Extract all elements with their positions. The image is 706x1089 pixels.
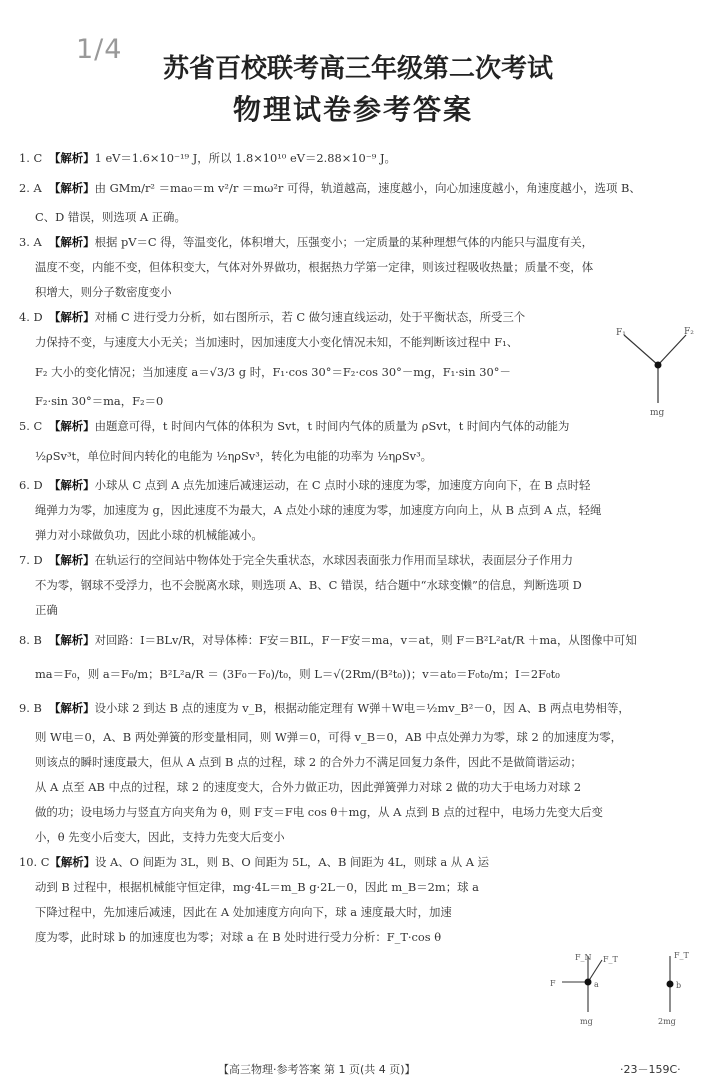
answer-text: 小，θ 先变小后变大，因此，支持力先变大后变小 xyxy=(35,830,285,844)
answer-number: 5. C xyxy=(19,419,43,433)
footer-page-info: 【高三物理·参考答案 第 1 页(共 4 页)】 xyxy=(218,1063,416,1076)
label-2mg: 2mg xyxy=(658,1017,676,1026)
answer-item-2 xyxy=(19,171,695,230)
answer-item-4 xyxy=(19,305,695,414)
force-line-ft xyxy=(588,960,602,982)
answer-text: 绳弹力为零，加速度为 g，因此速度不为最大，A 点处小球的速度为零，加速度方向向上，从 B 点到 A 点，轻绳 xyxy=(35,503,602,517)
answer-text: ma＝F₀，则 a＝F₀/m；B²L²a/R ＝ (3F₀－F₀)/t₀，则 L＝√(2Rm/(B²t₀))；v＝at₀＝F₀t₀/m；I＝2F₀t₀ xyxy=(35,667,560,681)
answer-item-3 xyxy=(19,230,695,305)
label-a: a xyxy=(594,980,599,989)
analysis-tag: 【解析】 xyxy=(49,478,95,492)
analysis-tag: 【解析】 xyxy=(49,419,95,433)
force-line-f2 xyxy=(658,335,686,365)
answer-text: 则该点的瞬时速度最大，但从 A 点到 B 点的过程，球 2 的合外力不满足回复力条件，因此不是做简谐运动； xyxy=(35,755,582,769)
answer-text: F₂ 大小的变化情况；当加速度 a＝√3/3 g 时，F₁·cos 30°＝F₂·cos 30°－mg，F₁·sin 30°－ xyxy=(35,365,511,379)
answer-number: 7. D xyxy=(19,553,43,567)
label-fn: F_N xyxy=(575,953,592,962)
label-ft2: F_T xyxy=(674,951,689,960)
object-dot xyxy=(655,362,662,369)
answer-text: 设小球 2 到达 B 点的速度为 v_B，根据动能定理有 W弹＋W电＝½mv_B²－0，因 A、B 两点电势相等， xyxy=(94,701,630,715)
answer-text: ½ρSv³t，单位时间内转化的电能为 ½ηρSv³，转化为电能的功率为 ½ηρSv³。 xyxy=(35,449,433,463)
answer-number: 3. A xyxy=(19,235,42,249)
answer-text: 根据 pV＝C 得，等温变化，体积增大，压强变小；一定质量的某种理想气体的内能只与温度有关， xyxy=(94,235,594,249)
answer-text: 度为零，此时球 b 的加速度也为零；对球 a 在 B 处时进行受力分析：F_T·cos θ xyxy=(35,930,442,944)
answer-item-7 xyxy=(19,548,695,623)
answer-text: 动到 B 过程中，根据机械能守恒定律，mg·4L＝m_B g·2L－0，因此 m_B＝2m；球 a xyxy=(35,880,479,894)
analysis-tag: 【解析】 xyxy=(49,235,95,249)
answer-text: 在轨运行的空间站中物体处于完全失重状态，水球因表面张力作用而呈球状，表面层分子作用力 xyxy=(94,553,573,567)
answer-item-1 xyxy=(19,146,695,171)
answer-text: 做的功；设电场力与竖直方向夹角为 θ，则 F支＝F电 cos θ＋mg，从 A 点到 B 点的过程中，电场力先变大后变 xyxy=(35,805,603,819)
answer-text: 力保持不变，与速度大小无关；当加速时，因加速度大小变化情况未知，不能判断该过程中 F₁、 xyxy=(35,335,519,349)
ball-a-dot xyxy=(585,979,592,986)
page-indicator: 1/4 xyxy=(76,34,123,65)
analysis-tag: 【解析】 xyxy=(49,553,95,567)
answer-number: 10. C xyxy=(19,855,50,869)
answer-text: 由题意可得，t 时间内气体的体积为 Svt，t 时间内气体的质量为 ρSvt，t 时间内气体的动能为 xyxy=(94,419,570,433)
analysis-tag: 【解析】 xyxy=(49,633,95,647)
answer-number: 1. C xyxy=(19,151,43,165)
answer-text: 对桶 C 进行受力分析，如右图所示，若 C 做匀速直线运动，处于平衡状态，所受三个 xyxy=(94,310,526,324)
answer-text: 由 GMm/r² ＝ma₀＝m v²/r ＝mω²r 可得，轨道越高，速度越小，向心加速度越小，角速度越小，选项 B、 xyxy=(94,181,641,195)
answer-number: 2. A xyxy=(19,181,42,195)
answer-text: 设 A、O 间距为 3L，则 B、O 间距为 5L，A、B 间距为 4L，则球 a 从 A 运 xyxy=(95,855,490,869)
label-mg: mg xyxy=(650,408,665,418)
label-f1: F₁ xyxy=(616,328,626,338)
answer-text: 不为零，钢球不受浮力，也不会脱离水球，则选项 A、B、C 错误，结合题中“水球变懒”的信息，判断选项 D xyxy=(35,578,582,592)
label-f: F xyxy=(550,979,556,988)
answer-number: 6. D xyxy=(19,478,43,492)
exam-title: 苏省百校联考高三年级第二次考试 xyxy=(163,54,554,84)
label-b: b xyxy=(676,981,682,990)
answer-text: C、D 错误，则选项 A 正确。 xyxy=(35,210,186,224)
answer-item-5 xyxy=(19,414,695,473)
answer-text: 则 W电＝0，A、B 两处弹簧的形变量相同，则 W弹＝0，可得 v_B＝0，AB 中点处弹力为零，球 2 的加速度为零， xyxy=(35,730,623,744)
force-diagram-q10 xyxy=(548,950,698,1028)
answer-text: 从 A 点至 AB 中点的过程，球 2 的速度变大，合外力做正功，因此弹簧弹力对球 2 做的功大于电场力对球 2 xyxy=(35,780,582,794)
answer-list xyxy=(19,146,695,950)
answer-item-8 xyxy=(19,623,695,691)
answer-text: 弹力对小球做负功，因此小球的机械能减小。 xyxy=(35,528,263,542)
answer-number: 8. B xyxy=(19,633,42,647)
label-f2: F₂ xyxy=(684,327,694,337)
answer-text: 下降过程中，先加速后减速，因此在 A 处加速度方向向下，球 a 速度最大时，加速 xyxy=(35,905,452,919)
analysis-tag: 【解析】 xyxy=(49,310,95,324)
answer-text: 小球从 C 点到 A 点先加速后减速运动，在 C 点时小球的速度为零，加速度方向向下，在 B 点时轻 xyxy=(94,478,591,492)
answer-text: 正确 xyxy=(35,603,58,617)
answer-text: 对回路：I＝BLv/R，对导体棒：F安＝BIL，F－F安＝ma，v＝at，则 F＝B²L²at/R ＋ma，从图像中可知 xyxy=(94,633,637,647)
answer-key-title: 物理试卷参考答案 xyxy=(232,93,473,126)
answer-text: 积增大，则分子数密度变小 xyxy=(35,285,172,299)
answer-text: 1 eV＝1.6×10⁻¹⁹ J，所以 1.8×10¹⁰ eV＝2.88×10⁻⁹ J。 xyxy=(94,151,396,165)
answer-number: 9. B xyxy=(19,701,42,715)
answer-text: 温度不变，内能不变，但体积变大，气体对外界做功，根据热力学第一定律，则该过程吸收热量；质量不变，体 xyxy=(35,260,594,274)
ball-b-dot xyxy=(667,981,674,988)
answer-item-10 xyxy=(19,850,695,950)
answer-item-6 xyxy=(19,473,695,548)
label-mg: mg xyxy=(580,1017,593,1026)
analysis-tag: 【解析】 xyxy=(49,151,95,165)
force-line-f1 xyxy=(624,335,658,365)
analysis-tag: 【解析】 xyxy=(49,701,95,715)
label-ft: F_T xyxy=(603,955,618,964)
force-diagram-q4 xyxy=(614,325,696,420)
analysis-tag: 【解析】 xyxy=(49,855,96,869)
answer-number: 4. D xyxy=(19,310,43,324)
answer-text: F₂·sin 30°＝ma，F₂＝0 xyxy=(35,394,164,408)
answer-item-9 xyxy=(19,691,695,850)
analysis-tag: 【解析】 xyxy=(49,181,95,195)
footer-code: ·23－159C· xyxy=(620,1063,681,1076)
